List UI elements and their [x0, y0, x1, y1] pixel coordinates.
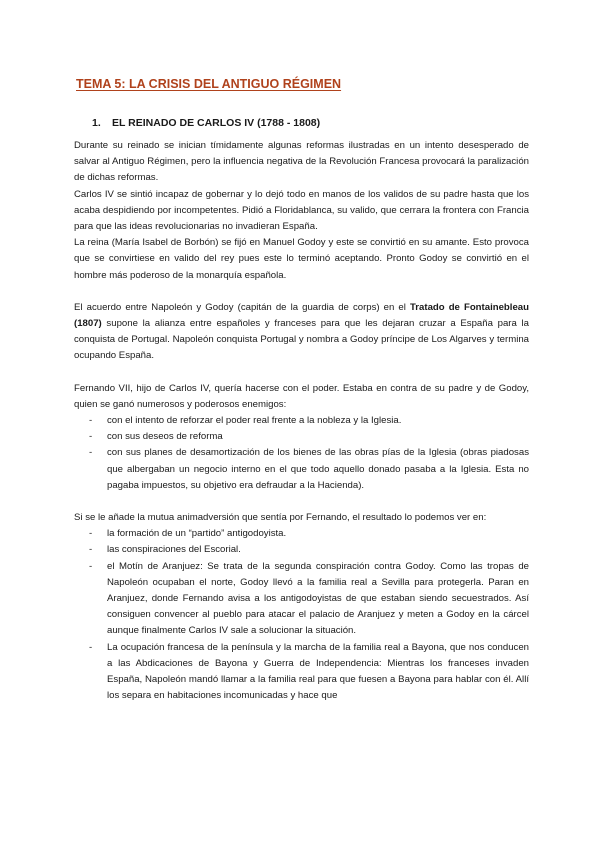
dash-bullet: -	[89, 560, 93, 572]
list-item-text: la formación de un “partido” antigodoyista.	[107, 528, 287, 540]
list-item	[74, 429, 529, 445]
section-title: EL REINADO DE CARLOS IV (1788 - 1808)	[112, 117, 321, 129]
paragraph: Si se le añade la mutua animadversión que sentía por Fernando, el resultado lo podemos ver en:	[74, 512, 487, 524]
paragraph-text: El acuerdo entre Napoleón y Godoy (capitán de la guardia de corps) en el	[74, 301, 410, 313]
paragraph-treaty	[74, 300, 529, 365]
treaty-name: Tratado de Fontainebleau (1807)	[74, 301, 529, 330]
list-item	[74, 640, 529, 705]
document-body	[74, 138, 529, 705]
paragraph: Carlos IV se sintió incapaz de gobernar y lo dejó todo en manos de los validos de su padre hasta que los acaba despidiendo por incompetentes. Pidió a Floridablanca, su valido, que cerrara la frontera con Francia para que las ideas revolucionarias no invadieran España.	[74, 188, 529, 233]
page-title: TEMA 5: LA CRISIS DEL ANTIGUO RÉGIMEN	[76, 77, 342, 91]
list-item-text: las conspiraciones del Escorial.	[107, 544, 241, 556]
list-item	[74, 542, 529, 558]
paragraph: La reina (María Isabel de Borbón) se fijó en Manuel Godoy y este se convirtió en su amante. Esto provoca que se convirtiese en valido del rey pues este lo terminó aceptando. Pronto Godoy se convirtió en el hombre más poderoso de la monarquía española.	[74, 237, 529, 281]
paragraph: Durante su reinado se inician tímidamente algunas reformas ilustradas en un intento desesperado de salvar al Antiguo Régimen, pero la influencia negativa de la Revolución Francesa provocará la paralización de dichas reformas.	[74, 140, 529, 184]
dash-bullet: -	[89, 431, 93, 443]
results-list	[74, 526, 529, 704]
list-item-text: La ocupación francesa de la península y la marcha de la familia real a Bayona, que nos conducen a las Abdicaciones de Bayona y Guerra de Independencia: Mientras los franceses invaden España, Napoleón mandó llamar a la familia real para que fuesen a Bayona para hablar con él. Allí los separa en habitaciones incomunicadas y hace que	[107, 641, 529, 702]
section-number: 1.	[92, 117, 101, 129]
dash-bullet: -	[89, 415, 93, 427]
list-item	[74, 526, 529, 542]
dash-bullet: -	[89, 641, 93, 653]
list-item-text: el Motín de Aranjuez: Se trata de la segunda conspiración contra Godoy. Como las tropas de Napoleón ocupaban el norte, Godoy llevó a la familia real a Sevilla para protegerla. Paran en Aranjuez, donde Fernando avisa a los antigodoyistas de que estaban siendo secuestrados. Así consiguen convencer al pueblo para atacar el palacio de Aranjuez y meten a Godoy en la cárcel aunque finalmente Carlos IV sale a solucionar la situación.	[107, 560, 529, 637]
list-item-text: con el intento de reforzar el poder real frente a la nobleza y la Iglesia.	[107, 415, 402, 427]
paragraph: Fernando VII, hijo de Carlos IV, quería hacerse con el poder. Estaba en contra de su padre y de Godoy, quien se ganó numerosos y poderosos enemigos:	[74, 382, 529, 410]
dash-bullet: -	[89, 544, 93, 556]
list-item	[74, 445, 529, 494]
list-item-text: con sus planes de desamortización de los bienes de las obras pías de la Iglesia (obras piadosas que albergaban un negocio interno en el que todo aquello donado pasaba a la Iglesia. Esta no pagaba impuestos, su objetivo era defraudar a la Hacienda).	[107, 447, 529, 491]
dash-bullet: -	[89, 447, 93, 459]
section-heading	[92, 117, 320, 129]
list-item	[74, 413, 529, 429]
list-item	[74, 559, 529, 640]
dash-bullet: -	[89, 528, 93, 540]
paragraph-text: supone la alianza entre españoles y franceses para que les dejaran cruzar a España para la conquista de Portugal. Napoleón conquista Portugal y nombra a Godoy príncipe de Los Algarves y termina ocupando España.	[74, 318, 529, 362]
list-item-text: con sus deseos de reforma	[107, 431, 223, 443]
enemies-list	[74, 413, 529, 494]
